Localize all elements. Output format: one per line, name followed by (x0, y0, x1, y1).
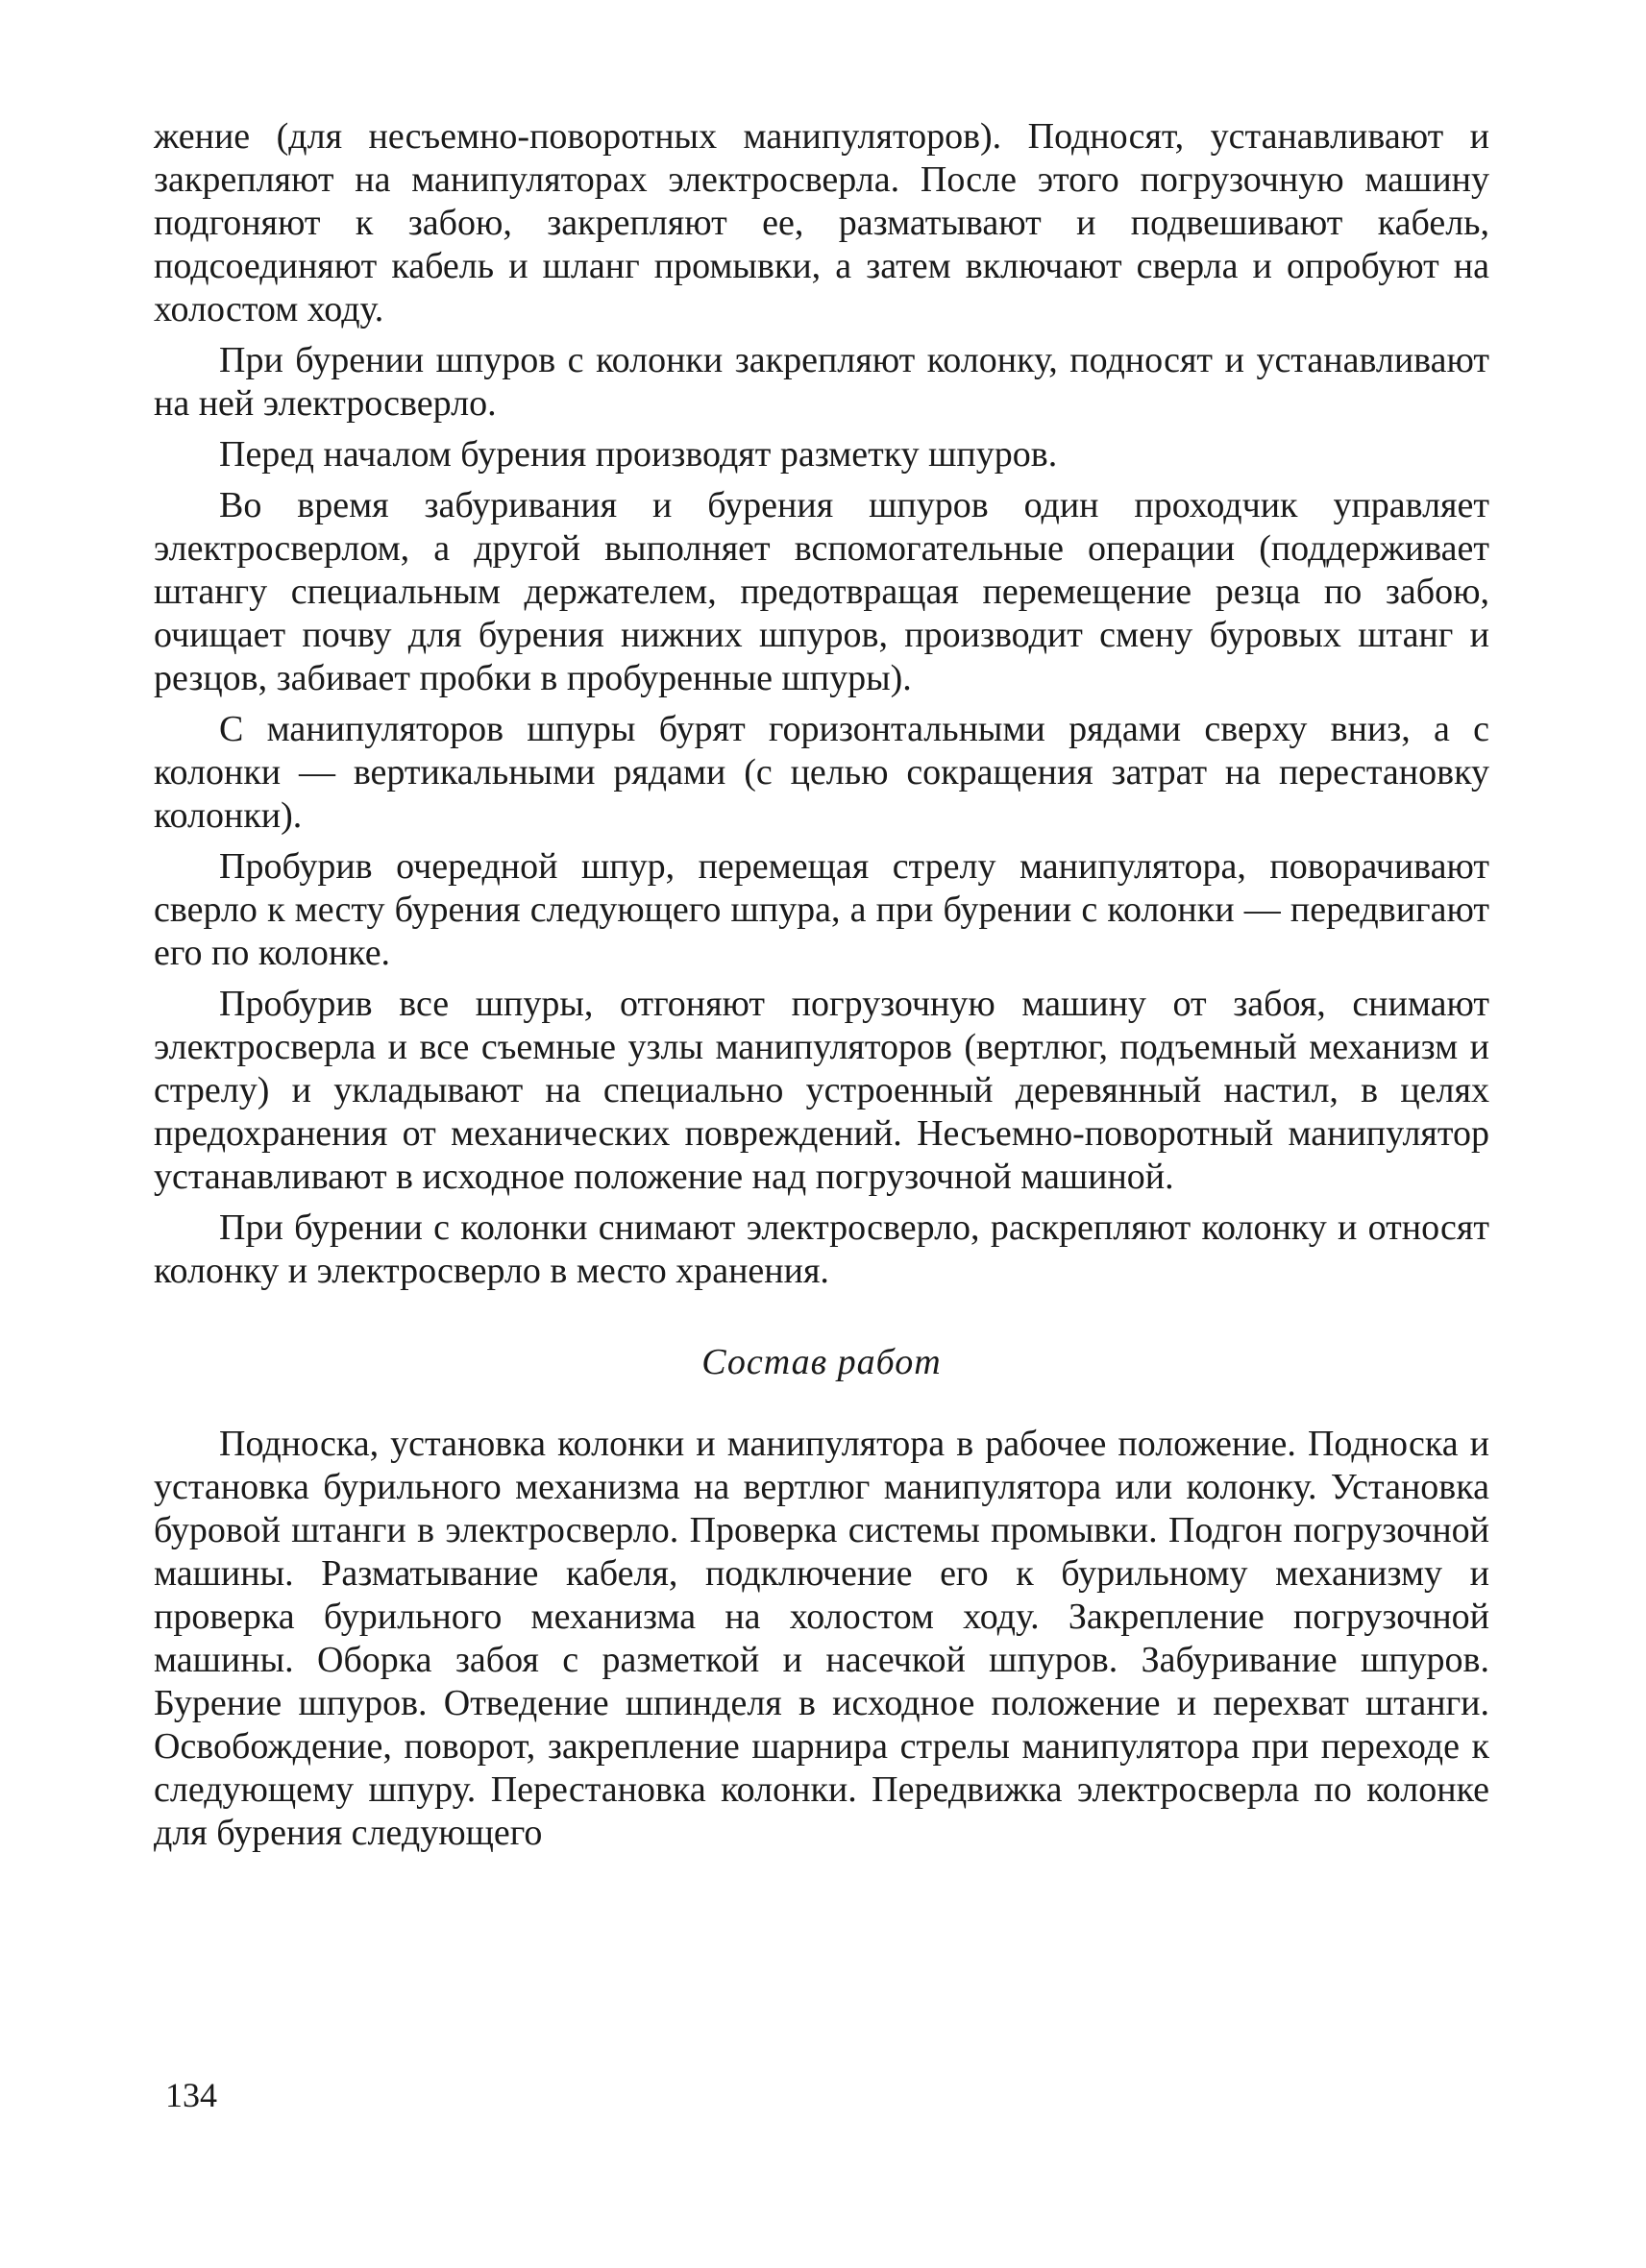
page-number: 134 (165, 2076, 217, 2114)
paragraph-column-drilling-setup: При бурении шпуров с колонки закрепляют колонку, подносят и устанавливают на ней электросверло. (154, 340, 1489, 424)
paragraph-drilling-operations: Во время забуривания и бурения шпуров один проходчик управляет электросверлом, а другой выполняет вспомогательные операции (поддерживает штангу специальным держателем, предотвращая перемещение резца по забою, очищает почву для бурения нижних шпуров, производит смену буровых штанг и резцов, забивает пробки в пробуренные шпуры). (154, 485, 1489, 698)
section-heading-work-composition: Состав работ (701, 1342, 942, 1382)
paragraph-column-removal: При бурении с колонки снимают электросверло, раскрепляют колонку и относят колонку и электросверло в место хранения. (154, 1207, 1489, 1291)
paragraph-drilling-order: С манипуляторов шпуры бурят горизонтальными рядами сверху вниз, а с колонки — вертикальными рядами (с целью сокращения затрат на перестановку колонки). (154, 709, 1489, 836)
page-body (154, 115, 1489, 1855)
paragraph-dismantling: Пробурив все шпуры, отгоняют погрузочную машину от забоя, снимают электросверла и все съемные узлы манипуляторов (вертлюг, подъемный механизм и стрелу) и укладывают на специально устроенный деревянный настил, в целях предохранения от механических повреждений. Несъемно-поворотный манипулятор устанавливают в исходное положение над погрузочной машиной. (154, 984, 1489, 1197)
paragraph-next-hole: Пробурив очередной шпур, перемещая стрелу манипулятора, поворачивают сверло к месту бурения следующего шпура, а при бурении с колонки — передвигают его по колонке. (154, 846, 1489, 973)
paragraph-hole-marking: Перед началом бурения производят разметку шпуров. (219, 434, 1058, 475)
paragraph-continuation: жение (для несъемно-поворотных манипуляторов). Подносят, устанавливают и закрепляют на манипуляторах электросверла. После этого погрузочную машину подгоняют к забою, закрепляют ее, разматывают и подвешивают кабель, подсоединяют кабель и шланг промывки, а затем включают сверла и опробуют на холостом ходу. (154, 116, 1489, 329)
paragraph-work-composition: Подноска, установка колонки и манипулятора в рабочее положение. Подноска и установка бурильного механизма на вертлюг манипулятора или колонку. Установка буровой штанги в электросверло. Проверка системы промывки. Подгон погрузочной машины. Разматывание кабеля, подключение его к бурильному механизму и проверка бурильного механизма на холостом ходу. Закрепление погрузочной машины. Оборка забоя с разметкой и насечкой шпуров. Забуривание шпуров. Бурение шпуров. Отведение шпинделя в исходное положение и перехват штанги. Освобождение, поворот, закрепление шарнира стрелы манипулятора при переходе к следующему шпуру. Перестановка колонки. Передвижка электросверла по колонке для бурения следующего (154, 1424, 1489, 1853)
